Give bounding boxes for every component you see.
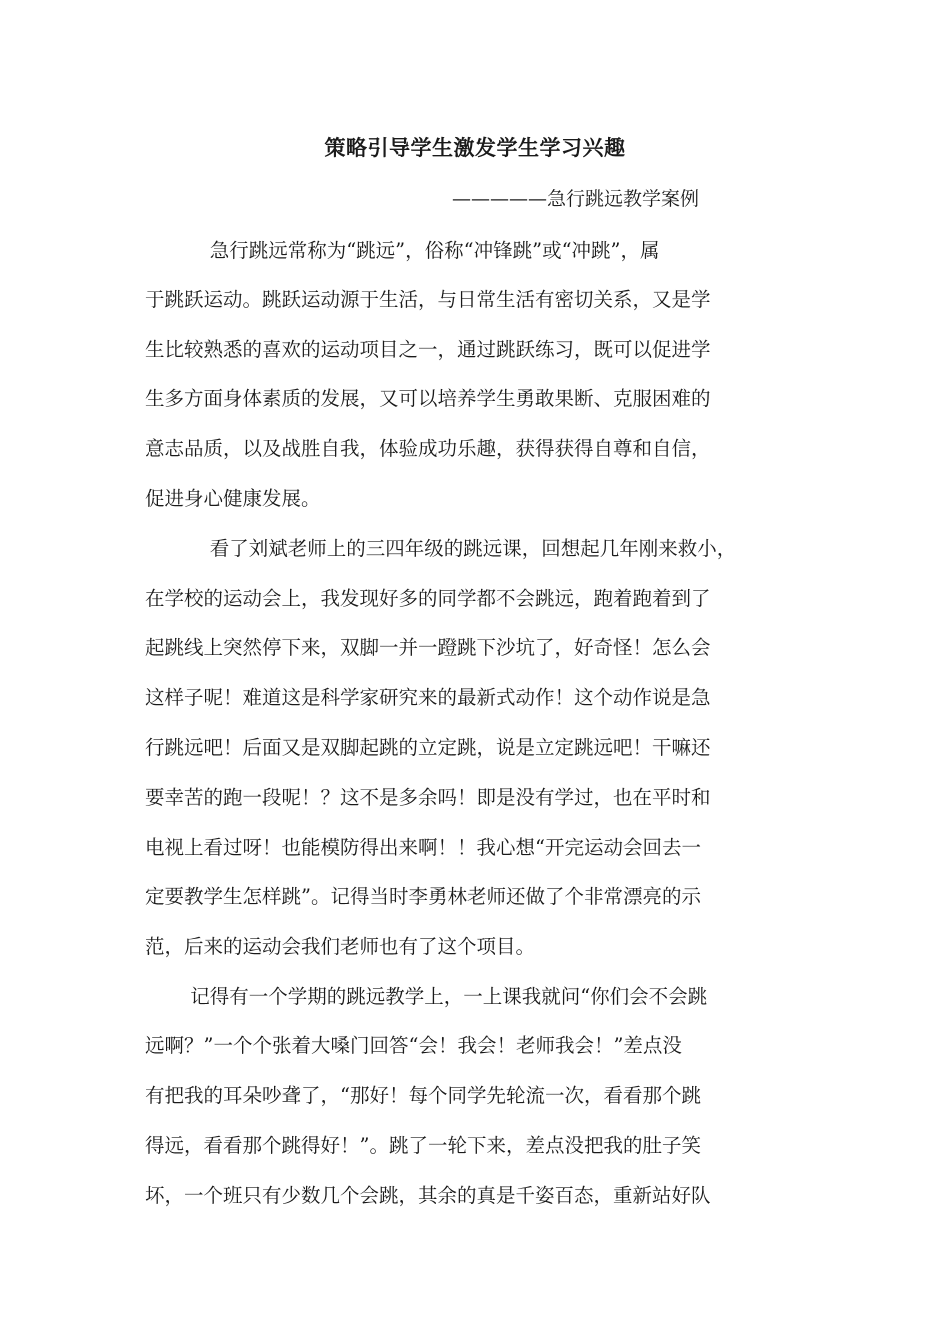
document-title: 策略引导学生激发学生学习兴趣 [324,135,626,160]
paragraph-line: 意志品质，以及战胜自我，体验成功乐趣，获得获得自尊和自信， [145,437,711,460]
paragraph-line: 促进身心健康发展。 [145,487,321,510]
paragraph-line: 电视上看过呀！也能模防得出来啊！！我心想“开完运动会回去一 [145,836,701,859]
paragraph-line: 看了刘斌老师上的三四年级的跳远课，回想起几年刚来救小， [145,537,737,560]
paragraph-line: 行跳远吧！后面又是双脚起跳的立定跳，说是立定跳远吧！干嘛还 [145,736,711,759]
paragraph-line: 远啊？”一个个张着大嗓门回答“会！我会！老师我会！”差点没 [145,1034,682,1057]
paragraph-line: 于跳跃运动。跳跃运动源于生活，与日常生活有密切关系，又是学 [145,288,711,311]
paragraph-line: 生多方面身体素质的发展，又可以培养学生勇敢果断、克服困难的 [145,387,711,410]
paragraph-line: 坏，一个班只有少数几个会跳，其余的真是千姿百态，重新站好队 [145,1184,711,1207]
paragraph-line: 生比较熟悉的喜欢的运动项目之一，通过跳跃练习，既可以促进学 [145,338,711,361]
paragraph-line: 在学校的运动会上，我发现好多的同学都不会跳远，跑着跑着到了 [145,587,711,610]
paragraph-line: 定要教学生怎样跳”。记得当时李勇林老师还做了个非常漂亮的示 [145,885,701,908]
paragraph-line: 记得有一个学期的跳远教学上，一上课我就问“你们会不会跳 [145,985,708,1008]
document-subtitle: —————急行跳远教学案例 [452,188,700,210]
paragraph-line: 起跳线上突然停下来，双脚一并一蹬跳下沙坑了，好奇怪！怎么会 [145,636,711,659]
paragraph-line: 急行跳远常称为“跳远”，俗称“冲锋跳”或“冲跳”，属 [145,239,660,262]
paragraph-line: 范，后来的运动会我们老师也有了这个项目。 [145,935,536,958]
paragraph-line: 有把我的耳朵吵聋了，“那好！每个同学先轮流一次，看看那个跳 [145,1084,701,1107]
paragraph-line: 得远，看看那个跳得好！”。跳了一轮下来，差点没把我的肚子笑 [145,1134,701,1157]
paragraph-line: 这样子呢！难道这是科学家研究来的最新式动作！这个动作说是急 [145,686,711,709]
paragraph-line: 要幸苦的跑一段呢！？这不是多余吗！即是没有学过，也在平时和 [145,786,711,809]
